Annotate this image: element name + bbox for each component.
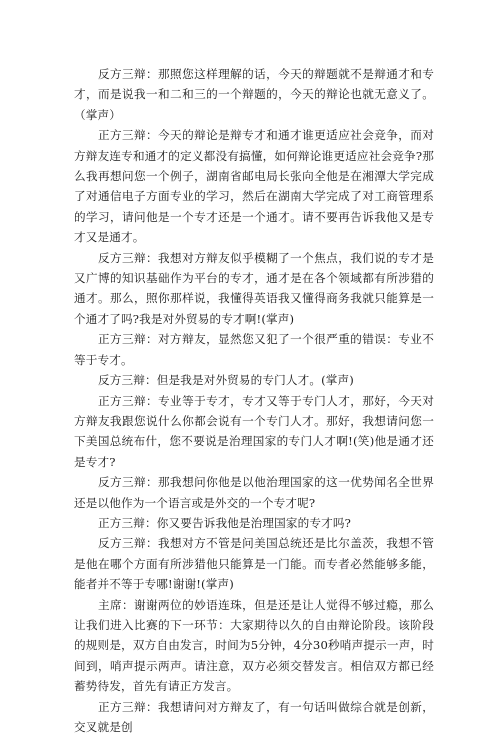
document-body bbox=[74, 64, 434, 737]
paragraph-pro-third-debater: 正方三辩：今天的辩论是辩专才和通才谁更适应社会竞争，而对方辩友连专和通才的定义都没有搞懂，如何辩论谁更适应社会竞争?那么我再想问您一个例子，湖南省邮电局长张向全他是在湘潭大学完成了对通信电子方面专业的学习，然后在湖南大学完成了对工商管理系的学习，请问他是一个专才还是一个通才。请不要再告诉我他又是专才又是通才。 bbox=[74, 128, 434, 245]
paragraph-con-third-debater: 反方三辩：那照您这样理解的话，今天的辩题就不是辩通才和专才，而是说我一和二和三的一个辩题的，今天的辩论也就无意义了。（掌声） bbox=[74, 67, 434, 122]
paragraph-pro-third-debater: 正方三辩：对方辩友，显然您又犯了一个很严重的错误：专业不等于专才。 bbox=[74, 332, 434, 367]
paragraph-pro-third-debater: 正方三辩：专业等于专才，专才又等于专门人才，那好，今天对方辩友我跟您说什么你都会说有一个专门人才。那好，我想请问您一下美国总统布什，您不要说是治理国家的专门人才啊!(笑)他是通才还是专才? bbox=[74, 393, 434, 469]
paragraph-con-third-debater: 反方三辩：我想对方辩友似乎模糊了一个焦点，我们说的专才是又广博的知识基础作为平台的专才，通才是在各个领域都有所涉猎的通才。那么，照你那样说，我懂得英语我又懂得商务我就只能算是一个通才了吗?我是对外贸易的专才啊!(掌声) bbox=[74, 250, 434, 326]
paragraph-con-third-debater: 反方三辩：但是我是对外贸易的专门人才。(掌声) bbox=[98, 373, 354, 388]
paragraph-con-third-debater: 反方三辩：我想对方不管是问美国总统还是比尔盖茨，我想不管是他在哪个方面有所涉猎他只能算是一门能。而专者必然能够多能，能者并不等于专哪!谢谢!(掌声) bbox=[74, 536, 434, 592]
paragraph-pro-third-debater: 正方三辩：你又要告诉我他是治理国家的专才吗? bbox=[98, 515, 351, 530]
paragraph-chairperson: 主席：谢谢两位的妙语连珠，但是还是让人觉得不够过瘾，那么让我们进入比赛的下一环节：大家期待以久的自由辩论阶段。该阶段的规则是，双方自由发言，时间为5分钟，4分30秒哨声提示一声，时间到，哨声提示两声。请注意，双方必须交替发言。相信双方都已经蓄势待发，首先有请正方发言。 bbox=[74, 597, 434, 694]
paragraph-con-third-debater: 反方三辩：那我想问你他是以他治理国家的这一优势闻名全世界还是以他作为一个语言或是外交的一个专才呢? bbox=[74, 475, 434, 510]
paragraph-pro-third-debater: 正方三辩：我想请问对方辩友了，有一句话叫做综合就是创新，交叉就是创 bbox=[74, 699, 434, 734]
